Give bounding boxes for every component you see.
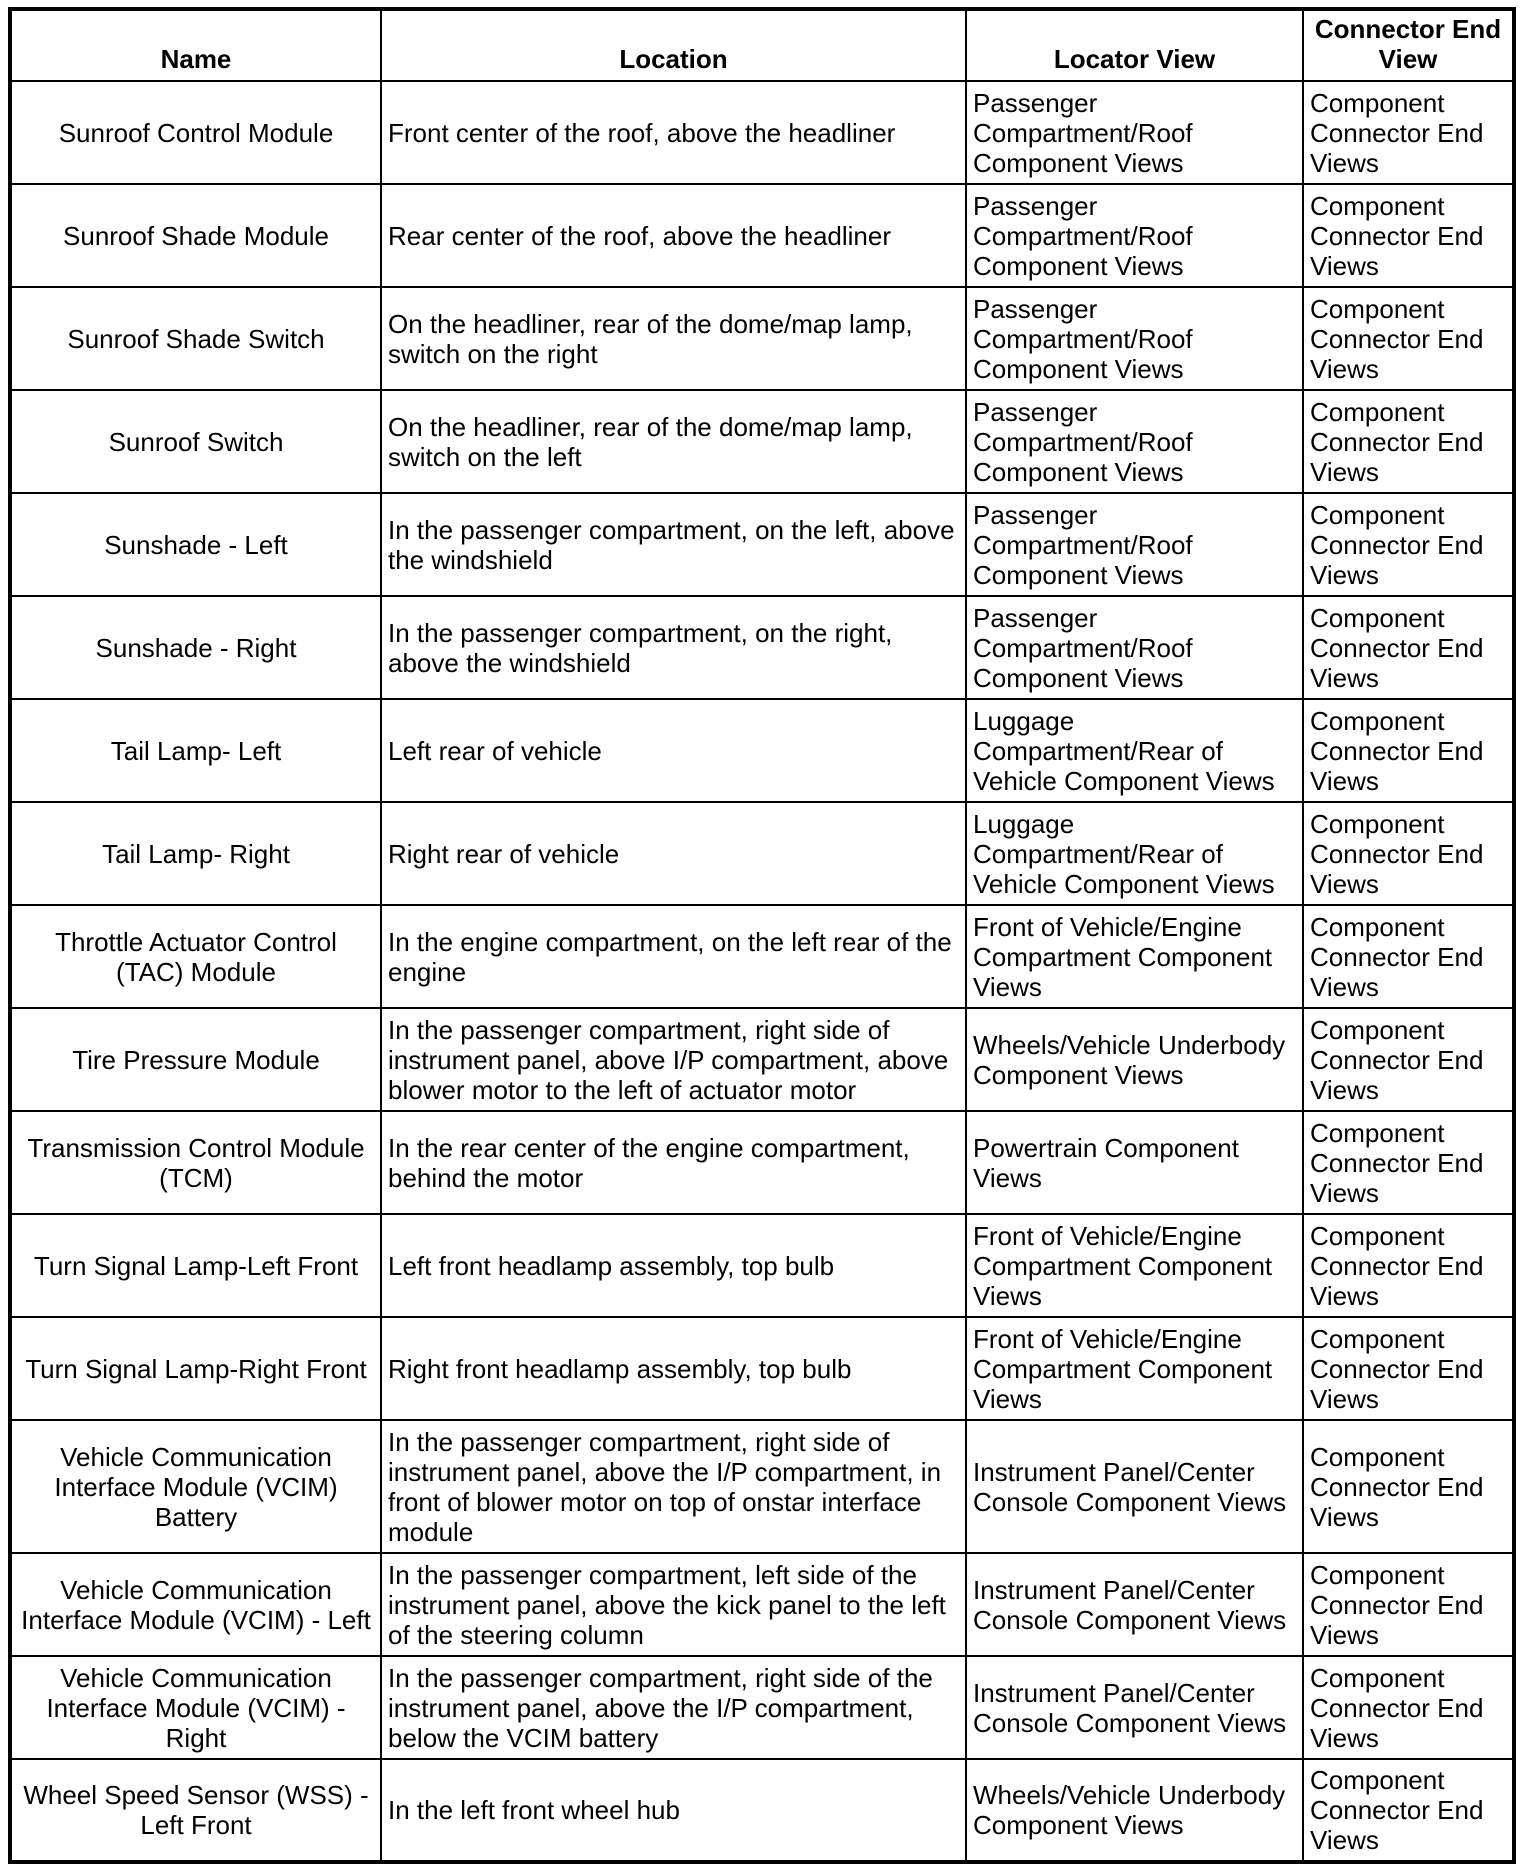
cell-connector-end-view: Component Connector End Views: [1303, 1420, 1514, 1553]
table-header: [10, 9, 1514, 81]
header-connector-end-view: Connector End View: [1303, 9, 1514, 81]
cell-connector-end-view: Component Connector End Views: [1303, 596, 1514, 699]
table-row: [10, 1111, 1514, 1214]
cell-locator-view: Front of Vehicle/Engine Compartment Component Views: [966, 905, 1303, 1008]
cell-location: In the passenger compartment, right side of instrument panel, above I/P compartment, above blower motor to the left of actuator motor: [381, 1008, 966, 1111]
cell-name: Turn Signal Lamp-Right Front: [10, 1317, 381, 1420]
cell-connector-end-view: Component Connector End Views: [1303, 699, 1514, 802]
cell-location: On the headliner, rear of the dome/map lamp, switch on the left: [381, 390, 966, 493]
table-row: [10, 184, 1514, 287]
cell-connector-end-view: Component Connector End Views: [1303, 81, 1514, 184]
table-row: [10, 1553, 1514, 1656]
table-row: [10, 596, 1514, 699]
cell-name: Sunroof Control Module: [10, 81, 381, 184]
cell-location: On the headliner, rear of the dome/map lamp, switch on the right: [381, 287, 966, 390]
cell-locator-view: Passenger Compartment/Roof Component Views: [966, 81, 1303, 184]
cell-name: Sunroof Shade Switch: [10, 287, 381, 390]
cell-location: In the rear center of the engine compartment, behind the motor: [381, 1111, 966, 1214]
cell-location: Rear center of the roof, above the headliner: [381, 184, 966, 287]
cell-location: In the engine compartment, on the left rear of the engine: [381, 905, 966, 1008]
table-row: [10, 390, 1514, 493]
cell-name: Throttle Actuator Control (TAC) Module: [10, 905, 381, 1008]
cell-connector-end-view: Component Connector End Views: [1303, 1553, 1514, 1656]
cell-connector-end-view: Component Connector End Views: [1303, 1317, 1514, 1420]
cell-locator-view: Powertrain Component Views: [966, 1111, 1303, 1214]
cell-name: Turn Signal Lamp-Left Front: [10, 1214, 381, 1317]
cell-locator-view: Passenger Compartment/Roof Component Views: [966, 287, 1303, 390]
cell-name: Sunroof Shade Module: [10, 184, 381, 287]
cell-name: Vehicle Communication Interface Module (VCIM) - Left: [10, 1553, 381, 1656]
cell-locator-view: Passenger Compartment/Roof Component Views: [966, 493, 1303, 596]
cell-connector-end-view: Component Connector End Views: [1303, 184, 1514, 287]
cell-location: Front center of the roof, above the headliner: [381, 81, 966, 184]
cell-locator-view: Instrument Panel/Center Console Component Views: [966, 1420, 1303, 1553]
table-row: [10, 1420, 1514, 1553]
cell-locator-view: Luggage Compartment/Rear of Vehicle Component Views: [966, 699, 1303, 802]
cell-location: In the passenger compartment, on the right, above the windshield: [381, 596, 966, 699]
cell-locator-view: Passenger Compartment/Roof Component Views: [966, 184, 1303, 287]
cell-name: Sunshade - Right: [10, 596, 381, 699]
cell-name: Wheel Speed Sensor (WSS) - Left Front: [10, 1759, 381, 1862]
cell-connector-end-view: Component Connector End Views: [1303, 287, 1514, 390]
cell-locator-view: Wheels/Vehicle Underbody Component Views: [966, 1759, 1303, 1862]
cell-name: Transmission Control Module (TCM): [10, 1111, 381, 1214]
header-name: Name: [10, 9, 381, 81]
cell-connector-end-view: Component Connector End Views: [1303, 905, 1514, 1008]
table-row: [10, 81, 1514, 184]
cell-name: Vehicle Communication Interface Module (VCIM) Battery: [10, 1420, 381, 1553]
header-locator-view: Locator View: [966, 9, 1303, 81]
table-row: [10, 1008, 1514, 1111]
cell-name: Vehicle Communication Interface Module (VCIM) - Right: [10, 1656, 381, 1759]
cell-locator-view: Wheels/Vehicle Underbody Component Views: [966, 1008, 1303, 1111]
cell-location: In the passenger compartment, left side of the instrument panel, above the kick panel to the left of the steering column: [381, 1553, 966, 1656]
cell-location: Left rear of vehicle: [381, 699, 966, 802]
table-row: [10, 493, 1514, 596]
component-locator-table: [8, 7, 1516, 1864]
cell-connector-end-view: Component Connector End Views: [1303, 1759, 1514, 1862]
header-row: [10, 9, 1514, 81]
cell-locator-view: Instrument Panel/Center Console Component Views: [966, 1553, 1303, 1656]
table-row: [10, 1759, 1514, 1862]
table-row: [10, 802, 1514, 905]
cell-connector-end-view: Component Connector End Views: [1303, 1008, 1514, 1111]
table-body: [10, 81, 1514, 1862]
cell-location: Right front headlamp assembly, top bulb: [381, 1317, 966, 1420]
cell-locator-view: Passenger Compartment/Roof Component Views: [966, 390, 1303, 493]
cell-connector-end-view: Component Connector End Views: [1303, 1111, 1514, 1214]
cell-locator-view: Front of Vehicle/Engine Compartment Component Views: [966, 1317, 1303, 1420]
cell-locator-view: Passenger Compartment/Roof Component Views: [966, 596, 1303, 699]
cell-connector-end-view: Component Connector End Views: [1303, 390, 1514, 493]
cell-connector-end-view: Component Connector End Views: [1303, 802, 1514, 905]
cell-name: Sunshade - Left: [10, 493, 381, 596]
cell-name: Tail Lamp- Left: [10, 699, 381, 802]
table-row: [10, 905, 1514, 1008]
cell-location: In the passenger compartment, right side of the instrument panel, above the I/P compartment, below the VCIM battery: [381, 1656, 966, 1759]
cell-location: Right rear of vehicle: [381, 802, 966, 905]
cell-locator-view: Instrument Panel/Center Console Component Views: [966, 1656, 1303, 1759]
cell-location: In the passenger compartment, right side of instrument panel, above the I/P compartment, in front of blower motor on top of onstar interface module: [381, 1420, 966, 1553]
cell-locator-view: Front of Vehicle/Engine Compartment Component Views: [966, 1214, 1303, 1317]
cell-name: Tire Pressure Module: [10, 1008, 381, 1111]
cell-name: Tail Lamp- Right: [10, 802, 381, 905]
table-row: [10, 1656, 1514, 1759]
cell-name: Sunroof Switch: [10, 390, 381, 493]
cell-location: Left front headlamp assembly, top bulb: [381, 1214, 966, 1317]
header-location: Location: [381, 9, 966, 81]
table-row: [10, 1214, 1514, 1317]
cell-connector-end-view: Component Connector End Views: [1303, 493, 1514, 596]
table-row: [10, 1317, 1514, 1420]
table-row: [10, 287, 1514, 390]
cell-location: In the passenger compartment, on the left, above the windshield: [381, 493, 966, 596]
cell-locator-view: Luggage Compartment/Rear of Vehicle Component Views: [966, 802, 1303, 905]
cell-connector-end-view: Component Connector End Views: [1303, 1656, 1514, 1759]
cell-location: In the left front wheel hub: [381, 1759, 966, 1862]
cell-connector-end-view: Component Connector End Views: [1303, 1214, 1514, 1317]
table-row: [10, 699, 1514, 802]
